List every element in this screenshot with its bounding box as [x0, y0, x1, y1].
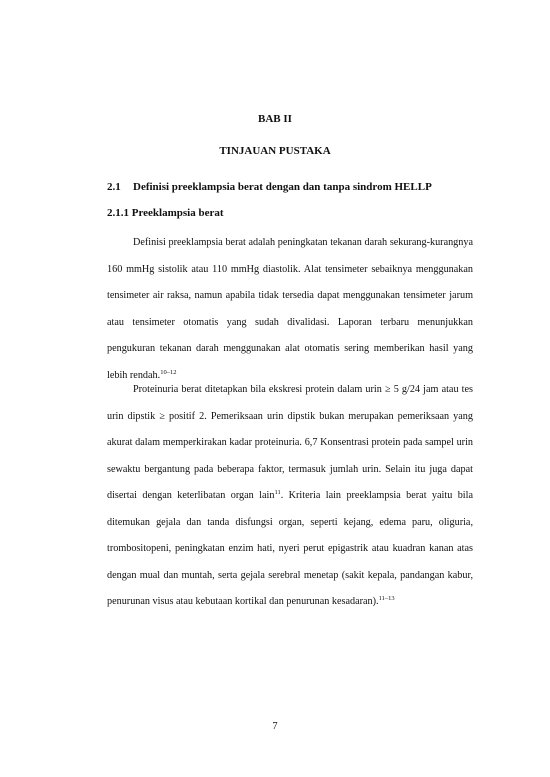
page-number: 7	[272, 721, 278, 732]
citation-ref: 10–12	[160, 368, 177, 376]
chapter-title: TINJAUAN PUSTAKA	[219, 145, 331, 157]
paragraph-2-text-b: . Kriteria lain preeklampsia berat yaitu bila ditemukan gejala dan tanda disfungsi organ, seperti kejang, edema paru, oliguria, trombositopeni, peningkatan enzim hati, nyeri perut epigastrik atau kuadran kanan atas dengan mual dan muntah, serta gejala serebral menetap (sakit kepala, pandangan kabur, penurunan visus atau kebutaan kortikal dan penurunan kesadaran).	[107, 490, 473, 607]
section-title: Definisi preeklampsia berat dengan dan tanpa sindrom HELLP	[133, 181, 432, 193]
subsection-heading: 2.1.1 Preeklampsia berat	[107, 207, 224, 219]
citation-ref: 11	[274, 489, 281, 496]
section-number: 2.1	[107, 181, 121, 193]
paragraph-1-text: Definisi preeklampsia berat adalah peningkatan tekanan darah sekurang-kurangnya 160 mmHg sistolik atau 110 mmHg diastolik. Alat tensimeter sebaiknya menggunakan tensimeter air raksa, namun apabila tidak tersedia dapat menggunakan tensimeter jarum atau tensimeter otomatis yang sudah divalidasi. Laporan terbaru menunjukkan pengukuran tekanan darah menggunakan alat otomatis sering memberikan hasil yang lebih rendah.	[107, 237, 473, 381]
chapter-number: BAB II	[258, 113, 292, 125]
section-heading	[107, 181, 432, 193]
citation-ref: 11–13	[378, 595, 395, 602]
paragraph-2-text-a: Proteinuria berat ditetapkan bila ekskresi protein dalam urin ≥ 5 g/24 jam atau tes urin dipstik ≥ positif 2. Pemeriksaan urin dipstik bukan merupakan pemeriksaan yang akurat dalam memperkirakan kadar proteinuria. 6,7 Konsentrasi protein pada sampel urin sewaktu bergantung pada beberapa faktor, termasuk jumlah urin. Selain itu juga dapat disertai dengan keterlibatan organ lain	[107, 384, 473, 501]
paragraph-1	[107, 230, 473, 389]
paragraph-2	[107, 377, 473, 616]
